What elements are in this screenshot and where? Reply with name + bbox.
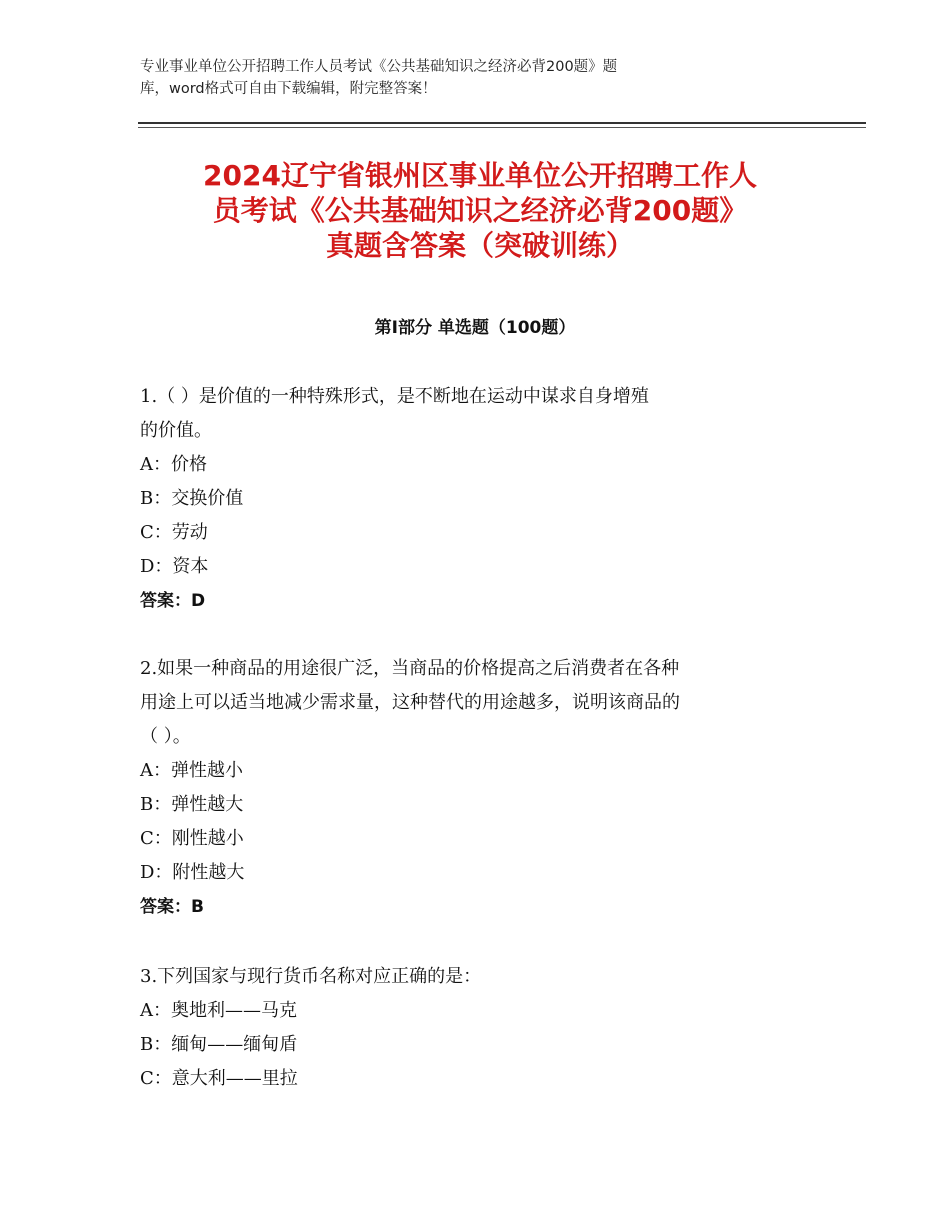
title-line: 员考试《公共基础知识之经济必背200题》 [212, 194, 748, 227]
question-3 [140, 960, 810, 1096]
question-stem: 2.如果一种商品的用途很广泛，当商品的价格提高之后消费者在各种 [140, 658, 680, 679]
option-b: B：交换价值 [140, 488, 244, 509]
question-1 [140, 380, 810, 618]
option-b: B：弹性越大 [140, 794, 244, 815]
document-title [110, 158, 850, 263]
option-a: A：奥地利——马克 [140, 1000, 297, 1021]
option-b: B：缅甸——缅甸盾 [140, 1034, 298, 1055]
option-c: C：劳动 [140, 522, 208, 543]
title-line: 2024辽宁省银州区事业单位公开招聘工作人 [203, 159, 757, 192]
option-d: D：资本 [140, 556, 209, 577]
header-divider-thick [138, 122, 866, 124]
answer-line: 答案：B [140, 897, 204, 917]
title-line: 真题含答案（突破训练） [325, 229, 634, 262]
option-c: C：刚性越小 [140, 828, 244, 849]
answer-line: 答案：D [140, 591, 206, 611]
header-note-line: 专业事业单位公开招聘工作人员考试《公共基础知识之经济必背200题》题 [140, 59, 618, 75]
header-note [140, 56, 780, 100]
question-2 [140, 652, 810, 924]
question-stem: （ ）。 [140, 726, 191, 747]
option-a: A：弹性越小 [140, 760, 243, 781]
option-c: C：意大利——里拉 [140, 1068, 298, 1089]
option-a: A：价格 [140, 454, 207, 475]
question-stem: 的价值。 [140, 420, 212, 441]
header-note-line: 库，word格式可自由下载编辑，附完整答案！ [140, 81, 437, 97]
header-divider-thin [138, 127, 866, 128]
question-stem: 用途上可以适当地减少需求量，这种替代的用途越多，说明该商品的 [140, 692, 680, 713]
question-stem: 3.下列国家与现行货币名称对应正确的是： [140, 966, 482, 987]
question-stem: 1.（ ）是价值的一种特殊形式，是不断地在运动中谋求自身增殖 [140, 386, 649, 407]
option-d: D：附性越大 [140, 862, 245, 883]
section-heading: 第Ⅰ部分 单选题（100题） [374, 318, 576, 338]
